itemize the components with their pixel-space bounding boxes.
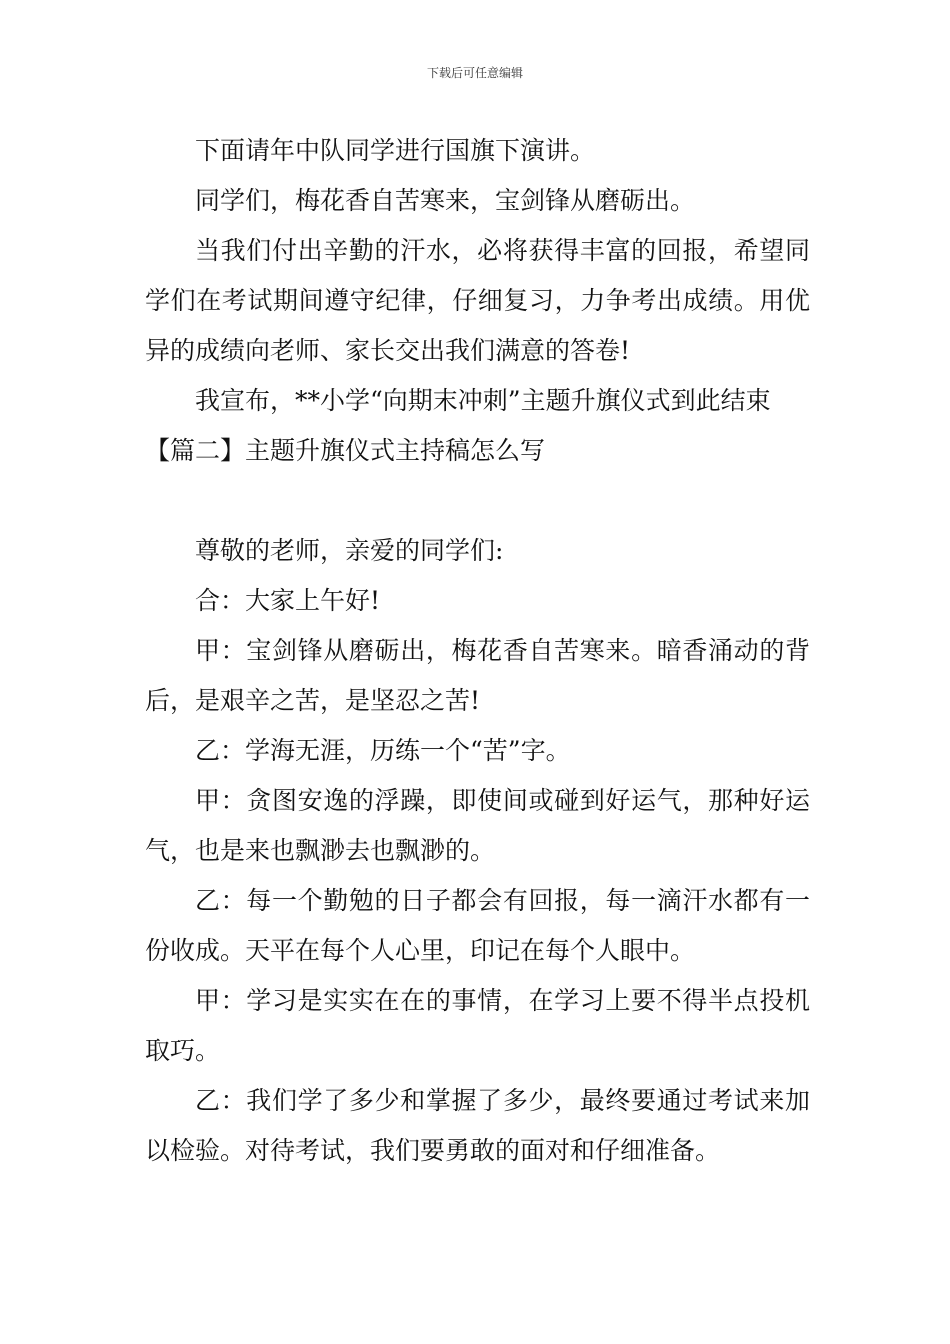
paragraph: 乙：我们学了多少和掌握了多少，最终要通过考试来加以检验。对待考试，我们要勇敢的面对和仔细准备。 [145, 1086, 810, 1165]
document-body [145, 126, 810, 1176]
paragraph: 乙：每一个勤勉的日子都会有回报，每一滴汗水都有一份收成。天平在每个人心里，印记在每个人眼中。 [145, 886, 810, 965]
paragraph: 我宣布，**小学“向期末冲刺”主题升旗仪式到此结束 [195, 386, 771, 415]
paragraph: 同学们，梅花香自苦寒来，宝剑锋从磨砺出。 [195, 186, 696, 215]
paragraph: 合：大家上午好! [195, 586, 381, 615]
paragraph: 甲：宝剑锋从磨砺出，梅花香自苦寒来。暗香涌动的背后，是艰辛之苦，是坚忍之苦! [145, 636, 810, 715]
page-header-note: 下载后可任意编辑 [426, 66, 523, 80]
paragraph: 尊敬的老师，亲爱的同学们: [195, 536, 504, 565]
section-heading: 【篇二】主题升旗仪式主持稿怎么写 [145, 436, 546, 465]
blank-line [145, 476, 810, 526]
paragraph: 甲：学习是实实在在的事情，在学习上要不得半点投机取巧。 [145, 986, 810, 1065]
paragraph: 乙：学海无涯，历练一个“苦”字。 [195, 736, 571, 765]
paragraph: 当我们付出辛勤的汗水，必将获得丰富的回报，希望同学们在考试期间遵守纪律，仔细复习，力争考出成绩。用优异的成绩向老师、家长交出我们满意的答卷! [145, 236, 810, 365]
paragraph: 下面请年中队同学进行国旗下演讲。 [195, 136, 596, 165]
paragraph: 甲：贪图安逸的浮躁，即使间或碰到好运气，那种好运气，也是来也飘渺去也飘渺的。 [145, 786, 810, 865]
